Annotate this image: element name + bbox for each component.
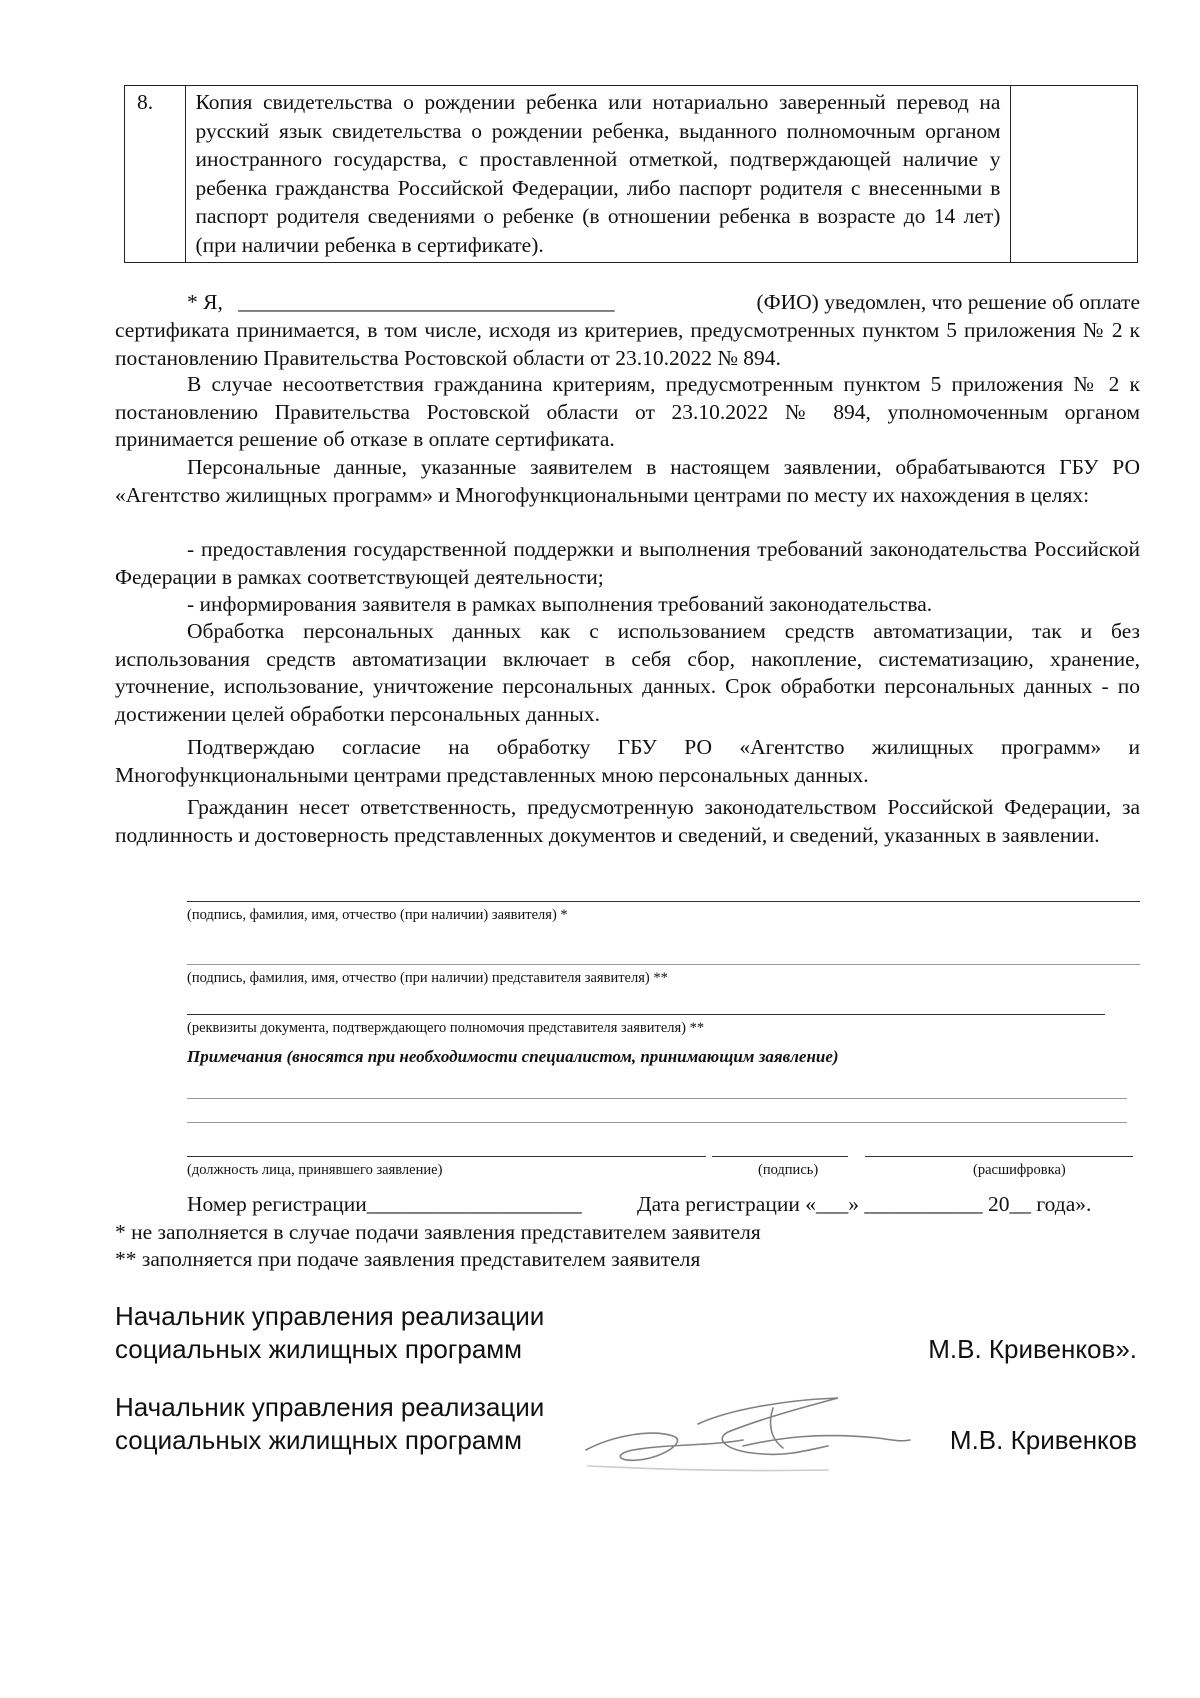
notice-continuation: сертификата принимается, в том числе, исходя из критериев, предусмотренных пунктом 5 приложения № 2 к постановлению Правительства Ростовской области от 23.10.2022 № 894. [115,318,1140,370]
notice-suffix: (ФИО) уведомлен, что решение об оплате [756,290,1140,314]
applicant-signature-caption: (подпись, фамилия, имя, отчество (при наличии) заявителя) * [187,907,568,923]
signatory-title-1 [115,1300,544,1366]
signatory-title-2-line-2: социальных жилищных программ [115,1425,523,1455]
row-mark-cell [1011,86,1138,263]
notes-line-2[interactable] [187,1122,1127,1123]
notes-line-1[interactable] [187,1098,1127,1099]
registration-number-blank[interactable]: ____________________ [366,1192,582,1216]
official-position-caption: (должность лица, принявшего заявление) [187,1162,443,1178]
consent-paragraph: Подтверждаю согласие на обработку ГБУ РО «Агентство жилищных программ» и Многофункциональными центрами представленных мною персональных данных. [115,735,1140,787]
registration-day-blank[interactable]: ___ [815,1192,849,1216]
footnote-two-star: ** заполняется при подаче заявления представителем заявителя [115,1247,701,1271]
notes-title: Примечания (вносятся при необходимости специалистом, принимающим заявление) [187,1047,839,1066]
representative-document-line[interactable] [187,1014,1105,1015]
registration-date [637,1191,1091,1219]
official-decoding-line[interactable] [865,1156,1133,1157]
table-row [125,86,1138,263]
applicant-signature-line[interactable] [187,901,1140,902]
row-text: Копия свидетельства о рождении ребенка или нотариально заверенный перевод на русский язык свидетельства о рождении ребенка, выданного полномочным органом иностранного государства, с проставленной отметкой, подтверждающей наличие у ребенка гражданства Российской Федерации, либо паспорт родителя с внесенными в паспорт родителя сведениями о ребенке (в отношении ребенка в возрасте до 14 лет) (при наличии ребенка в сертификате). [185,86,1011,263]
notice-first-line [187,289,1140,317]
purpose-item-2: - информирования заявителя в рамках выполнения требований законодательства. [187,592,933,616]
signatory-title-1-line-2: социальных жилищных программ [115,1334,523,1364]
signatory-title-2 [115,1391,544,1457]
representative-signature-caption: (подпись, фамилия, имя, отчество (при наличии) представителя заявителя) ** [187,970,668,986]
signatory-name-2: М.В. Кривенков [949,1425,1137,1455]
signatory-name-1: М.В. Кривенков». [928,1334,1137,1364]
refusal-paragraph: В случае несоответствия гражданина критериям, предусмотренным пунктом 5 приложения № 2 к постановлению Правительства Ростовской области от 23.10.2022 № 894, уполномоченным органом принимается решение об отказе в оплате сертификата. [115,372,1140,451]
registration-year-blank[interactable]: __ [1009,1192,1031,1216]
official-signature-caption: (подпись) [758,1162,819,1178]
official-signature-line[interactable] [712,1156,848,1157]
representative-signature-line[interactable] [187,964,1140,965]
liability-paragraph: Гражданин несет ответственность, предусмотренную законодательством Российской Федерации, за подлинность и достоверность представленных документов и сведений, и сведений, указанных в заявлении. [115,795,1140,847]
handwritten-signature [578,1388,918,1488]
footnote-one-star: * не заполняется в случае подачи заявления представителем заявителя [115,1220,761,1244]
registration-row [187,1191,1140,1219]
representative-document-caption: (реквизиты документа, подтверждающего полномочия представителя заявителя) ** [187,1020,705,1036]
registration-date-end: года». [1030,1192,1092,1216]
personal-data-paragraph: Персональные данные, указанные заявителем в настоящем заявлении, обрабатываются ГБУ РО «Агентство жилищных программ» и Многофункциональными центрами по месту их нахождения в целях: [115,455,1140,507]
documents-table [124,85,1138,263]
registration-date-label: Дата регистрации « [637,1192,816,1216]
registration-number-label: Номер регистрации [187,1192,367,1216]
signatory-title-1-line-1: Начальник управления реализации [115,1301,545,1331]
official-position-line[interactable] [187,1156,706,1157]
signatory-title-2-line-1: Начальник управления реализации [115,1392,545,1422]
official-decoding-caption: (расшифровка) [973,1162,1066,1178]
fio-blank[interactable]: ___________________________________ [238,290,615,314]
purpose-item-1: - предоставления государственной поддержки и выполнения требований законодательства Российской Федерации в рамках соответствующей деятельности; [115,537,1140,589]
notice-prefix: * Я, [187,290,223,314]
processing-paragraph: Обработка персональных данных как с использованием средств автоматизации, так и без использования средств автоматизации включает в себя сбор, накопление, систематизацию, хранение, уточнение, использование, уничтожение персональных данных. Срок обработки персональных данных - по достижении целей обработки персональных данных. [115,619,1140,726]
row-number: 8. [125,86,186,263]
registration-month-blank[interactable]: » ___________ 20 [848,1192,1010,1216]
